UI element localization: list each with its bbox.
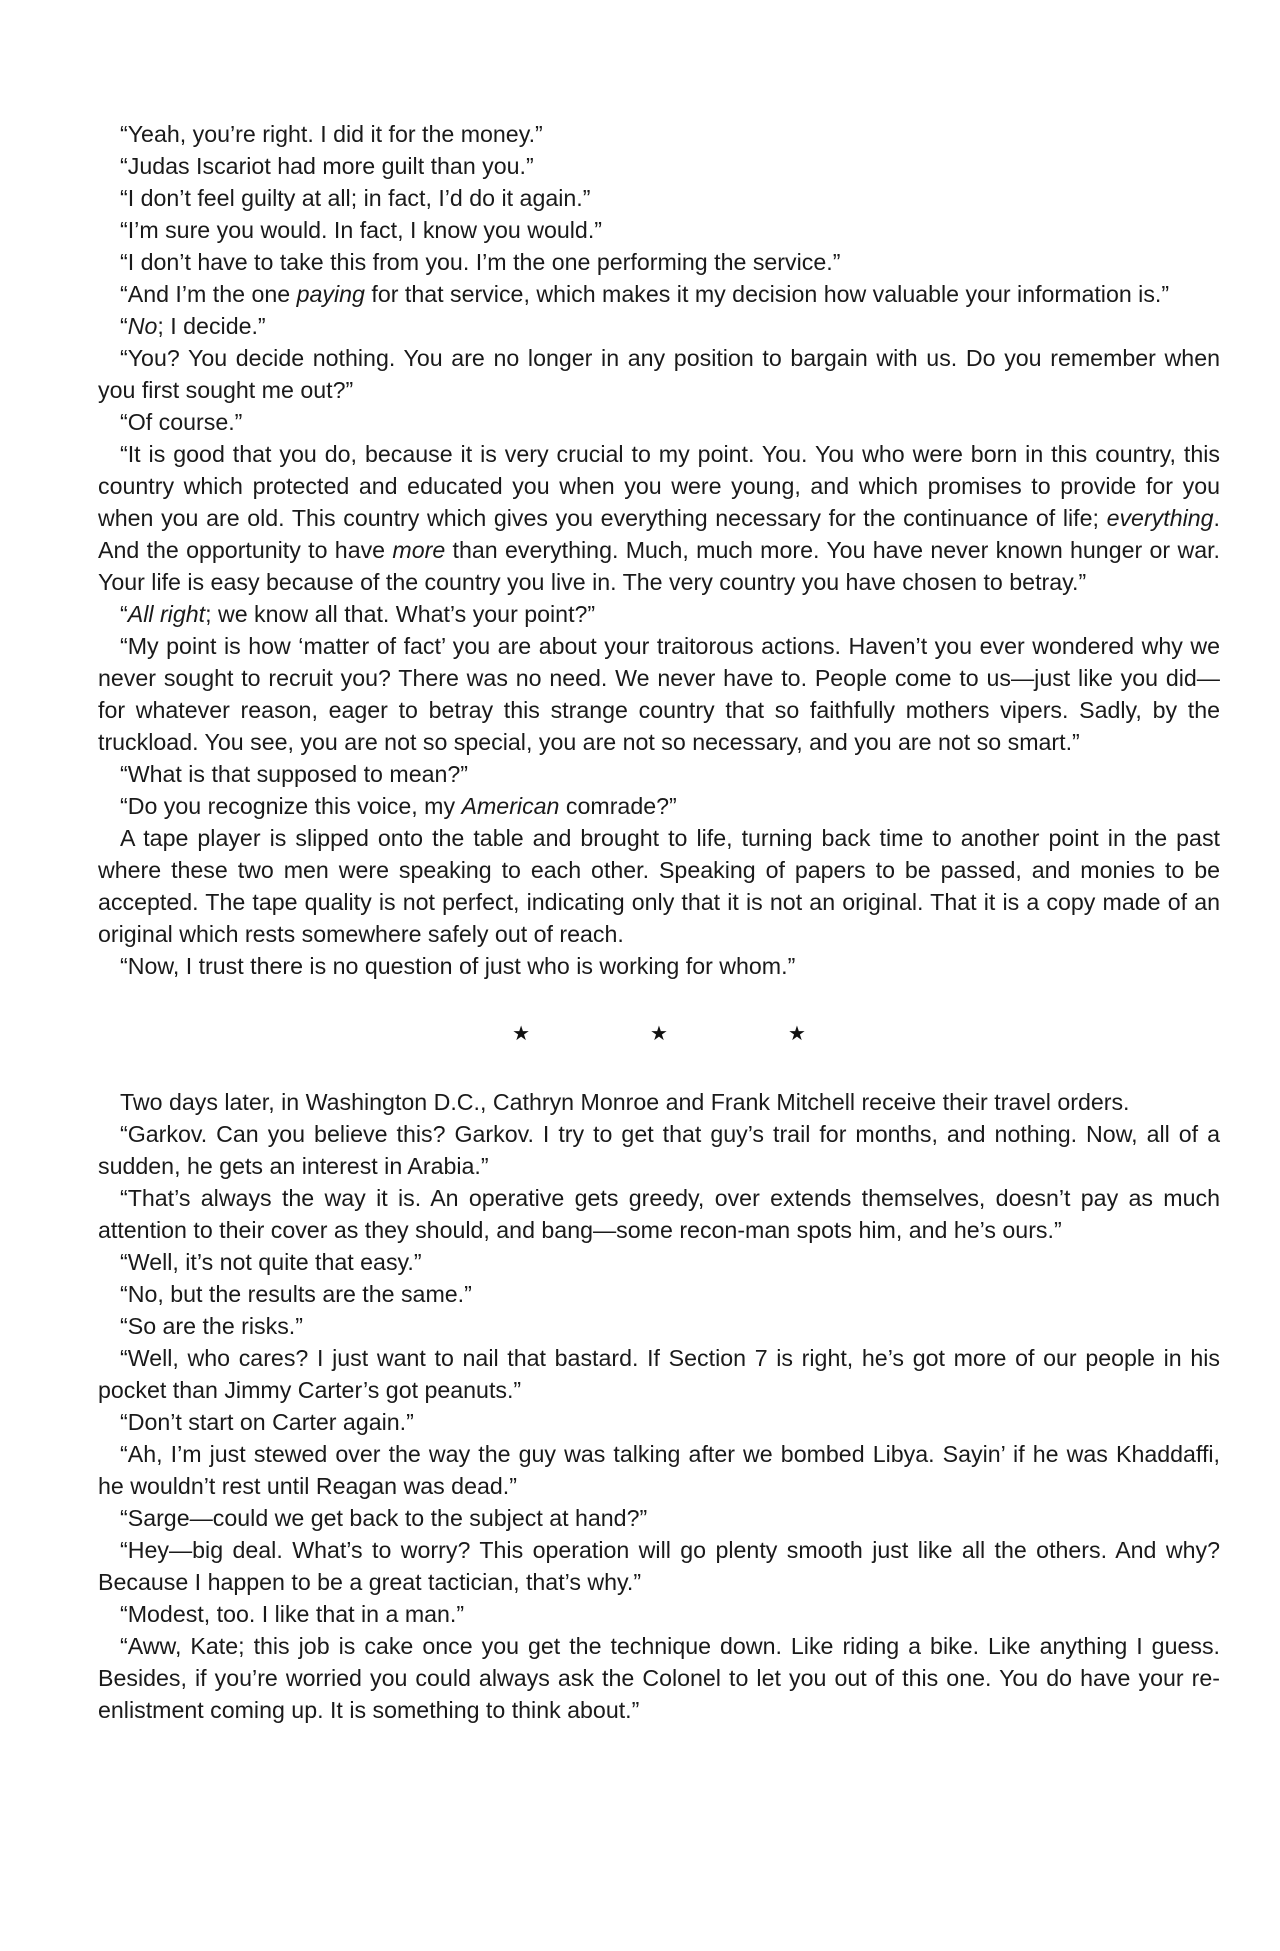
- paragraph: [98, 214, 1220, 246]
- text-run: “Yeah, you’re right. I did it for the money.”: [120, 121, 543, 147]
- emphasis-text: everything: [1106, 505, 1214, 531]
- paragraph: [98, 630, 1220, 758]
- text-run: “Ah, I’m just stewed over the way the guy was talking after we bombed Libya. Sayin’ if he was Khaddaffi, he wouldn’t rest until Reagan was dead.”: [98, 1441, 1220, 1499]
- paragraph: [98, 246, 1220, 278]
- paragraph: [98, 118, 1220, 150]
- text-run: “I’m sure you would. In fact, I know you would.”: [120, 217, 602, 243]
- text-run: “Now, I trust there is no question of just who is working for whom.”: [120, 953, 796, 979]
- paragraph: [98, 342, 1220, 406]
- paragraph: [98, 1278, 1220, 1310]
- emphasis-text: more: [392, 537, 446, 563]
- text-run: “Sarge—could we get back to the subject at hand?”: [120, 1505, 648, 1531]
- text-run: “: [120, 601, 128, 627]
- paragraph: [98, 1310, 1220, 1342]
- paragraph: [98, 598, 1220, 630]
- paragraph: [98, 1342, 1220, 1406]
- text-run: “Hey—big deal. What’s to worry? This operation will go plenty smooth just like all the others. And why? Because I happen to be a great tactician, that’s why.”: [98, 1537, 1220, 1595]
- scene-one-text: [98, 118, 1220, 982]
- star-icon: ★: [650, 1023, 668, 1045]
- text-run: “Don’t start on Carter again.”: [120, 1409, 414, 1435]
- paragraph: [98, 822, 1220, 950]
- text-run: “What is that supposed to mean?”: [120, 761, 468, 787]
- text-run: “I don’t have to take this from you. I’m the one performing the service.”: [120, 249, 841, 275]
- paragraph: [98, 310, 1220, 342]
- paragraph: [98, 1630, 1220, 1726]
- emphasis-text: American: [461, 793, 560, 819]
- paragraph: [98, 950, 1220, 982]
- paragraph: [98, 758, 1220, 790]
- emphasis-text: No: [127, 313, 158, 339]
- text-run: “It is good that you do, because it is very crucial to my point. You. You who were born in this country, this country which protected and educated you when you were young, and which promises to provide for you when you are old. This country which gives you everything necessary for the continuance of life;: [98, 441, 1220, 531]
- text-run: “: [120, 313, 128, 339]
- text-run: “Of course.”: [120, 409, 243, 435]
- text-run: ; I decide.”: [157, 313, 266, 339]
- paragraph: [98, 1502, 1220, 1534]
- text-run: A tape player is slipped onto the table and brought to life, turning back time to another point in the past where these two men were speaking to each other. Speaking of papers to be passed, and monies to be accepted. The tape quality is not perfect, indicating only that it is not an original. That it is a copy made of an original which rests somewhere safely out of reach.: [98, 825, 1220, 947]
- emphasis-text: All right: [127, 601, 206, 627]
- text-run: “My point is how ‘matter of fact’ you are about your traitorous actions. Haven’t you ever wondered why we never sought to recruit you? There was no need. We never have to. People come to us—just like you did—for whatever reason, eager to betray this strange country that so faithfully mothers vipers. Sadly, by the truckload. You see, you are not so special, you are not so necessary, and you are not so smart.”: [98, 633, 1220, 755]
- text-run: “And I’m the one: [120, 281, 297, 307]
- paragraph: [98, 182, 1220, 214]
- paragraph: [98, 150, 1220, 182]
- text-run: “Well, who cares? I just want to nail that bastard. If Section 7 is right, he’s got more of our people in his pocket than Jimmy Carter’s got peanuts.”: [98, 1345, 1220, 1403]
- text-run: “Modest, too. I like that in a man.”: [120, 1601, 465, 1627]
- paragraph: [98, 1086, 1220, 1118]
- text-run: “I don’t feel guilty at all; in fact, I’d do it again.”: [120, 185, 591, 211]
- paragraph: [98, 1406, 1220, 1438]
- text-run: ; we know all that. What’s your point?”: [205, 601, 596, 627]
- paragraph: [98, 1438, 1220, 1502]
- text-run: “Do you recognize this voice, my: [120, 793, 462, 819]
- star-icon: ★: [512, 1023, 531, 1045]
- paragraph: [98, 1118, 1220, 1182]
- text-run: “That’s always the way it is. An operative gets greedy, over extends themselves, doesn’t pay as much attention to their cover as they should, and bang—some recon-man spots him, and he’s ours.”: [98, 1185, 1220, 1243]
- paragraph: [98, 1182, 1220, 1246]
- text-run: “Aww, Kate; this job is cake once you get the technique down. Like riding a bike. Like anything I guess. Besides, if you’re worried you could always ask the Colonel to let you out of this one. You do have your re-enlistment coming up. It is something to think about.”: [98, 1633, 1220, 1723]
- paragraph: [98, 406, 1220, 438]
- star-icon: ★: [787, 1023, 806, 1045]
- book-page: [98, 118, 1220, 1726]
- text-run: “Garkov. Can you believe this? Garkov. I try to get that guy’s trail for months, and nothing. Now, all of a sudden, he gets an interest in Arabia.”: [98, 1121, 1220, 1179]
- emphasis-text: paying: [296, 281, 365, 307]
- text-run: “So are the risks.”: [120, 1313, 303, 1339]
- text-run: for that service, which makes it my decision how valuable your information is.”: [364, 281, 1170, 307]
- paragraph: [98, 790, 1220, 822]
- text-run: “You? You decide nothing. You are no longer in any position to bargain with us. Do you remember when you first sought me out?”: [98, 345, 1220, 403]
- text-run: than everything. Much, much more. You have never known hunger or war. Your life is easy because of the country you live in. The very country you have chosen to betray.”: [98, 537, 1220, 595]
- paragraph: [98, 1598, 1220, 1630]
- paragraph: [98, 1246, 1220, 1278]
- paragraph: [98, 438, 1220, 598]
- text-run: . And the opportunity to have: [98, 505, 1220, 563]
- paragraph: [98, 278, 1220, 310]
- text-run: “Well, it’s not quite that easy.”: [120, 1249, 422, 1275]
- text-run: “No, but the results are the same.”: [120, 1281, 472, 1307]
- section-divider: [98, 982, 1220, 1086]
- text-run: Two days later, in Washington D.C., Cathryn Monroe and Frank Mitchell receive their travel orders.: [120, 1089, 1130, 1115]
- text-run: comrade?”: [559, 793, 677, 819]
- paragraph: [98, 1534, 1220, 1598]
- text-run: “Judas Iscariot had more guilt than you.”: [120, 153, 534, 179]
- scene-two-text: [98, 1086, 1220, 1726]
